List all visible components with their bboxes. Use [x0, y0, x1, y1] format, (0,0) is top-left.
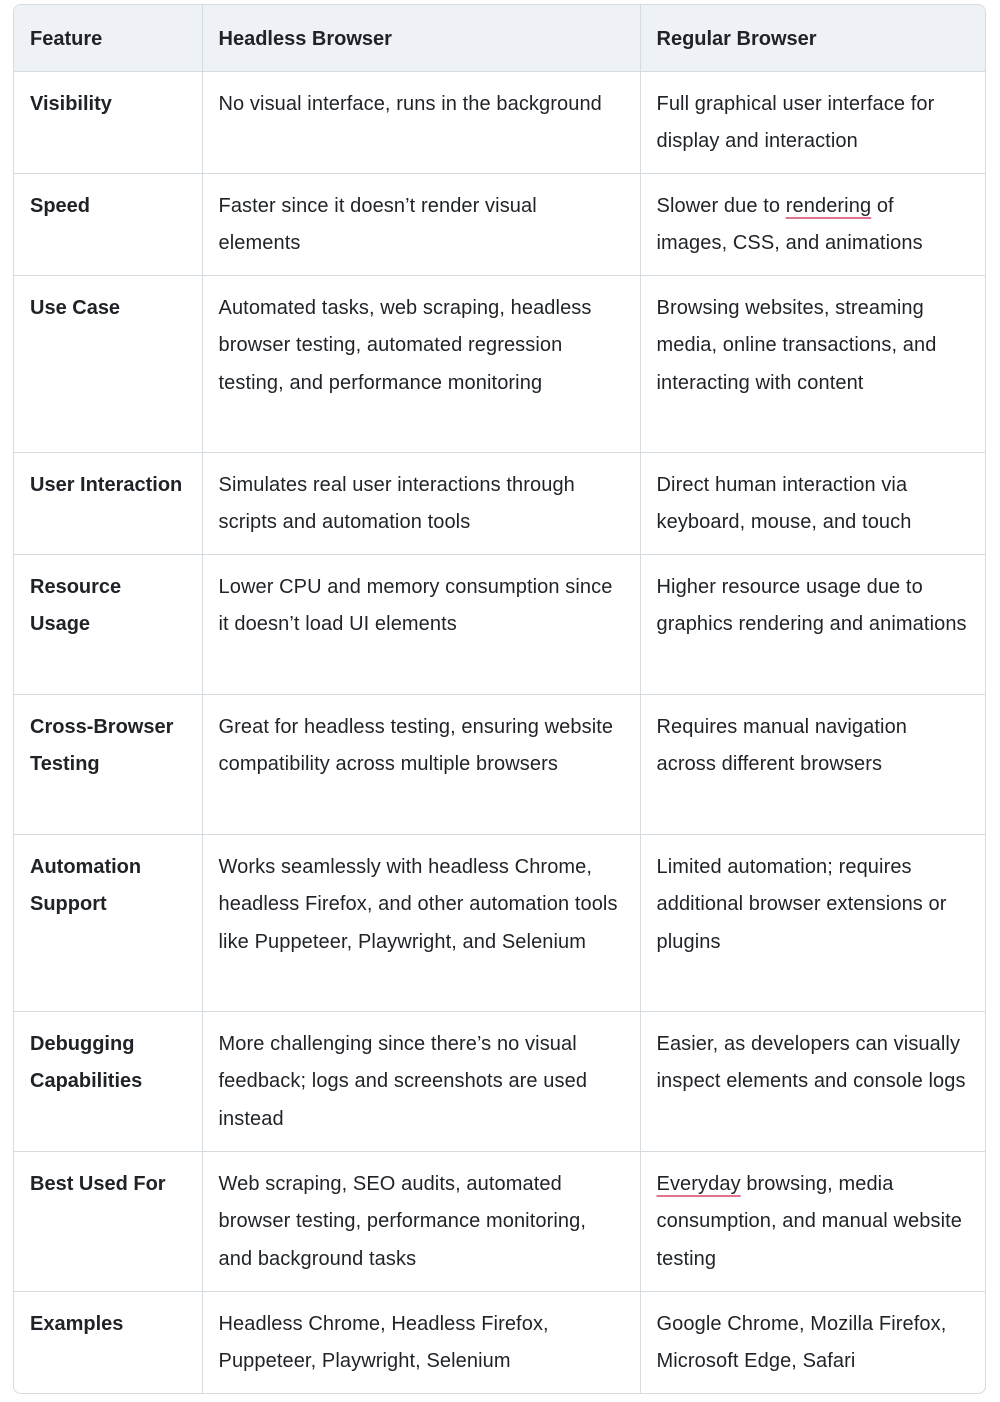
feature-cell: Debugging Capabilities: [14, 1011, 202, 1151]
feature-cell: Automation Support: [14, 834, 202, 1011]
regular-cell: Google Chrome, Mozilla Firefox, Microsoft Edge, Safari: [640, 1291, 985, 1393]
spellcheck-flagged-word[interactable]: Everyday: [656, 1172, 741, 1195]
headless-cell: No visual interface, runs in the background: [202, 71, 640, 173]
header-regular-browser: Regular Browser: [640, 5, 985, 71]
regular-cell: Higher resource usage due to graphics rendering and animations: [640, 554, 985, 694]
headless-cell: Faster since it doesn’t render visual elements: [202, 173, 640, 275]
table-row: [14, 1151, 985, 1291]
table-row: [14, 275, 985, 452]
feature-cell: Best Used For: [14, 1151, 202, 1291]
comparison-table-container: [13, 4, 986, 1394]
headless-cell: Headless Chrome, Headless Firefox, Puppeteer, Playwright, Selenium: [202, 1291, 640, 1393]
spellcheck-flagged-word[interactable]: rendering: [785, 194, 872, 217]
headless-cell: More challenging since there’s no visual feedback; logs and screenshots are used instead: [202, 1011, 640, 1151]
headless-cell: Works seamlessly with headless Chrome, headless Firefox, and other automation tools like Puppeteer, Playwright, and Selenium: [202, 834, 640, 1011]
feature-cell: Cross-Browser Testing: [14, 694, 202, 834]
regular-text-pre: Slower due to: [656, 194, 786, 217]
headless-cell: Web scraping, SEO audits, automated browser testing, performance monitoring, and background tasks: [202, 1151, 640, 1291]
headless-cell: Lower CPU and memory consumption since it doesn’t load UI elements: [202, 554, 640, 694]
regular-cell: Easier, as developers can visually inspect elements and console logs: [640, 1011, 985, 1151]
regular-cell: Limited automation; requires additional browser extensions or plugins: [640, 834, 985, 1011]
regular-cell: Direct human interaction via keyboard, mouse, and touch: [640, 452, 985, 554]
table-row: [14, 1291, 985, 1393]
headless-cell: Simulates real user interactions through scripts and automation tools: [202, 452, 640, 554]
feature-cell: Resource Usage: [14, 554, 202, 694]
regular-text-post: of images, CSS, and animations: [656, 194, 923, 254]
table-row: [14, 694, 985, 834]
feature-cell: Examples: [14, 1291, 202, 1393]
regular-cell: Full graphical user interface for display and interaction: [640, 71, 985, 173]
regular-cell: Requires manual navigation across different browsers: [640, 694, 985, 834]
regular-text-post: browsing, media consumption, and manual website testing: [656, 1172, 963, 1270]
comparison-table: [14, 5, 985, 1393]
regular-cell: Browsing websites, streaming media, online transactions, and interacting with content: [640, 275, 985, 452]
header-feature: Feature: [14, 5, 202, 71]
table-body: [14, 71, 985, 1393]
feature-cell: User Interaction: [14, 452, 202, 554]
table-row: [14, 834, 985, 1011]
header-row: [14, 5, 985, 71]
feature-cell: Visibility: [30, 92, 112, 115]
feature-cell: Use Case: [14, 275, 202, 452]
headless-cell: Automated tasks, web scraping, headless browser testing, automated regression testing, and performance monitoring: [202, 275, 640, 452]
table-row: [14, 173, 985, 275]
table-header: [14, 5, 985, 71]
headless-cell: Great for headless testing, ensuring website compatibility across multiple browsers: [202, 694, 640, 834]
table-row: [14, 1011, 985, 1151]
regular-cell: [640, 1151, 985, 1291]
header-headless-browser: Headless Browser: [202, 5, 640, 71]
table-row: [14, 554, 985, 694]
table-row: [14, 71, 985, 173]
feature-cell: Speed: [14, 173, 202, 275]
table-row: [14, 452, 985, 554]
regular-cell: [640, 173, 985, 275]
